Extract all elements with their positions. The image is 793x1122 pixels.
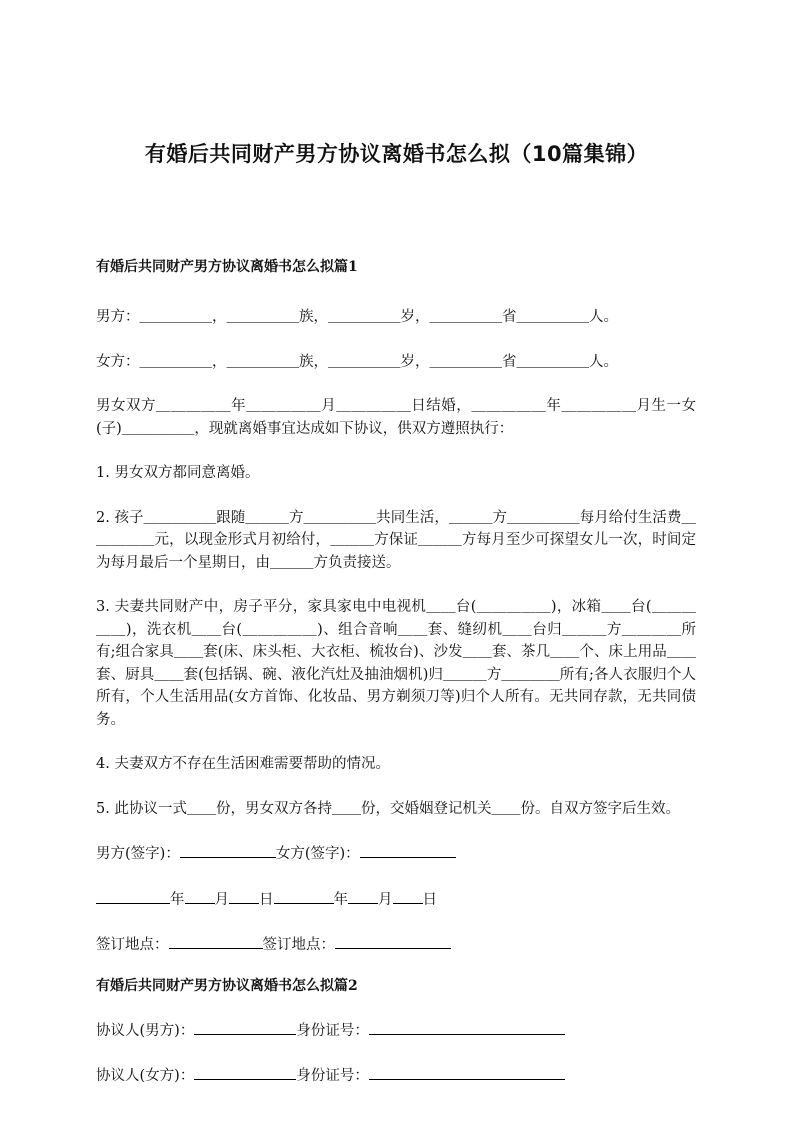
husband-month-field[interactable] — [185, 888, 215, 904]
day-label: 日 — [422, 891, 437, 908]
party-wife-name-field[interactable] — [194, 1064, 296, 1080]
husband-year-field[interactable] — [96, 888, 170, 904]
section-2-heading: 有婚后共同财产男方协议离婚书怎么拟篇2 — [96, 977, 358, 994]
place-field[interactable] — [169, 933, 263, 949]
signing-date-line — [96, 888, 696, 912]
day-label: 日 — [259, 891, 274, 908]
wife-info-line: 女方：＿＿＿＿＿，＿＿＿＿＿族，＿＿＿＿＿岁，＿＿＿＿＿省＿＿＿＿＿人。 — [96, 353, 618, 370]
party-wife-id-field[interactable] — [369, 1064, 565, 1080]
year-label: 年 — [333, 891, 348, 908]
document-body — [96, 256, 696, 1088]
month-label: 月 — [378, 891, 393, 908]
husband-signature-field[interactable] — [180, 842, 276, 858]
party-wife-line — [96, 1064, 696, 1088]
clause-3-property: 3. 夫妻共同财产中，房子平分，家具家电中电视机＿＿台(＿＿＿＿＿)，冰箱＿＿台(＿＿＿＿＿)，洗衣机＿＿台(＿＿＿＿＿)、组合音响＿＿套、缝纫机＿＿台归＿＿＿方＿＿＿＿所有;组合家具＿＿套(床、床头柜、大衣柜、梳妆台)、沙发＿＿套、茶几＿＿个、床上用品＿＿套、厨具＿＿套(包括锅、碗、液化汽灶及抽油烟机)归＿＿＿方＿＿＿＿所有;各人衣服归个人所有，个人生活用品(女方首饰、化妆品、男方剃须刀等)归个人所有。无共同存款，无共同债务。 — [96, 599, 696, 728]
wife-signature-field[interactable] — [360, 842, 456, 858]
section-1-heading: 有婚后共同财产男方协议离婚书怎么拟篇1 — [96, 259, 358, 275]
husband-signature-label: 男方(签字)： — [96, 846, 180, 862]
id-number-label: 身份证号： — [296, 1022, 369, 1039]
wife-year-field[interactable] — [274, 888, 334, 904]
party-husband-id-field[interactable] — [369, 1019, 565, 1035]
signature-line — [96, 842, 696, 866]
clause-2-custody: 2. 孩子＿＿＿＿＿跟随＿＿＿方＿＿＿＿＿共同生活，＿＿＿方＿＿＿＿＿每月给付生活费＿＿＿＿＿元，以现金形式月初给付，＿＿＿方保证＿＿＿方每月至少可探望女儿一次，时间定为每月最后一个星期日，由＿＿＿方负责接送。 — [96, 509, 696, 571]
place-label: 签订地点： — [96, 937, 169, 953]
husband-day-field[interactable] — [229, 888, 259, 904]
wife-signature-label: 女方(签字)： — [275, 846, 360, 862]
place-label: 签订地点： — [262, 937, 335, 953]
wife-day-field[interactable] — [393, 888, 423, 904]
signing-place-line — [96, 933, 696, 957]
wife-month-field[interactable] — [348, 888, 378, 904]
party-husband-line — [96, 1019, 696, 1043]
month-label: 月 — [214, 891, 229, 908]
party-husband-label: 协议人(男方)： — [96, 1022, 195, 1039]
clause-5: 5. 此协议一式＿＿份，男女双方各持＿＿份，交婚姻登记机关＿＿份。自双方签字后生效。 — [96, 800, 680, 817]
party-wife-label: 协议人(女方)： — [96, 1068, 195, 1084]
marriage-intro-paragraph: 男女双方＿＿＿＿＿年＿＿＿＿＿月＿＿＿＿＿日结婚，＿＿＿＿＿年＿＿＿＿＿月生一女(子)＿＿＿＿＿，现就离婚事宜达成如下协议，供双方遵照执行： — [96, 398, 696, 437]
id-number-label: 身份证号： — [296, 1068, 369, 1084]
year-label: 年 — [170, 891, 185, 908]
place-field[interactable] — [335, 933, 451, 949]
clause-4: 4. 夫妻双方不存在生活困难需要帮助的情况。 — [96, 756, 390, 772]
party-husband-name-field[interactable] — [194, 1019, 296, 1035]
document-title: 有婚后共同财产男方协议离婚书怎么拟（10篇集锦） — [144, 142, 649, 166]
clause-1: 1. 男女双方都同意离婚。 — [96, 465, 260, 481]
husband-info-line: 男方：＿＿＿＿＿，＿＿＿＿＿族，＿＿＿＿＿岁，＿＿＿＿＿省＿＿＿＿＿人。 — [96, 309, 618, 325]
